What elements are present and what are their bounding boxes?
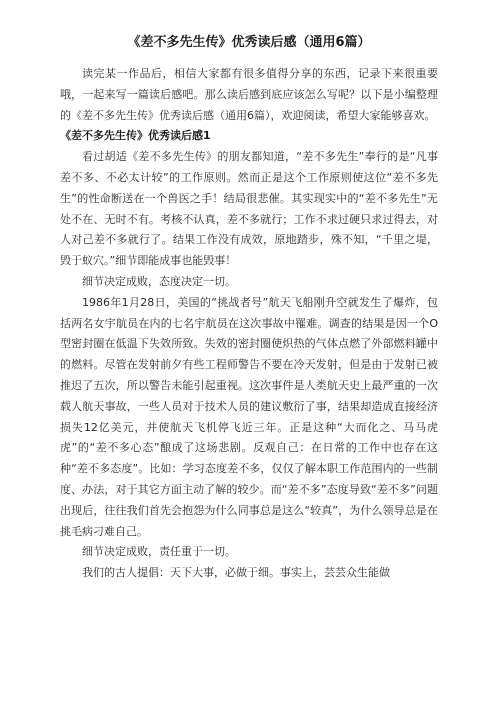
section-heading: 《差不多先生传》优秀读后感1 [60, 129, 211, 143]
body-paragraph: 细节决定成败，态度决定一切。 [82, 274, 236, 288]
body-paragraph: 我们的古人提倡：天下大事，必做于细。事实上，芸芸众生能做 [82, 566, 390, 580]
body-paragraph: 看过胡适《差不多先生传》的朋友都知道，“差不多先生”奉行的是“凡事差不多、不必太计较”的工作原则。然而正是这个工作原则使这位“差不多先生”的性命断送在一个兽医之手！结局很悲催。其实现实中的“差不多先生”无处不在、无时不有。考核不认真，差不多就行；工作不求过硬只求过得去，对人对己差不多就行了。结果工作没有成效，原地踏步，殊不知，“千里之堤，毁于蚁穴。”细节即能成事也能毁事！ [60, 150, 438, 268]
document-title: 《差不多先生传》优秀读后感（通用6篇） [127, 35, 371, 50]
body-paragraph: 1986年1月28日，美国的“挑战者号”航天飞船刚升空就发生了爆炸，包括两名女宇航员在内的七名宇航员在这次事故中罹难。调查的结果是因一个O型密封圈在低温下失效所致。失效的密封圈使炽热的气体点燃了外部燃料罐中的燃料。尽管在发射前夕有些工程师警告不要在冷天发射，但是由于发射已被推迟了五次，所以警告未能引起重视。这次事件是人类航天史上最严重的一次载人航天事故，一些人员对于技术人员的建议敷衍了事，结果却造成直接经济损失12亿美元，并使航天飞机停飞近三年。正是这种“大而化之、马马虎虎”的“差不多心态”酿成了这场悲剧。反观自己：在日常的工作中也存在这种“差不多态度”。比如：学习态度差不多，仅仅了解本职工作范围内的一些制度、办法，对于其它方面主动了解的较少。而“差不多”态度导致“差不多”问题出现后，往往我们首先会抱怨为什么同事总是这么“较真”，为什么领导总是在挑毛病刁难自己。 [60, 295, 438, 538]
document-page [60, 34, 438, 584]
intro-paragraph: 读完某一作品后，相信大家都有很多值得分享的东西，记录下来很重要哦，一起来写一篇读后感吧。那么读后感到底应该怎么写呢？以下是小编整理的《差不多先生传》优秀读后感（通用6篇），欢迎阅读，希望大家能够喜欢。 [60, 67, 438, 122]
body-paragraph: 细节决定成败，责任重于一切。 [82, 545, 236, 559]
